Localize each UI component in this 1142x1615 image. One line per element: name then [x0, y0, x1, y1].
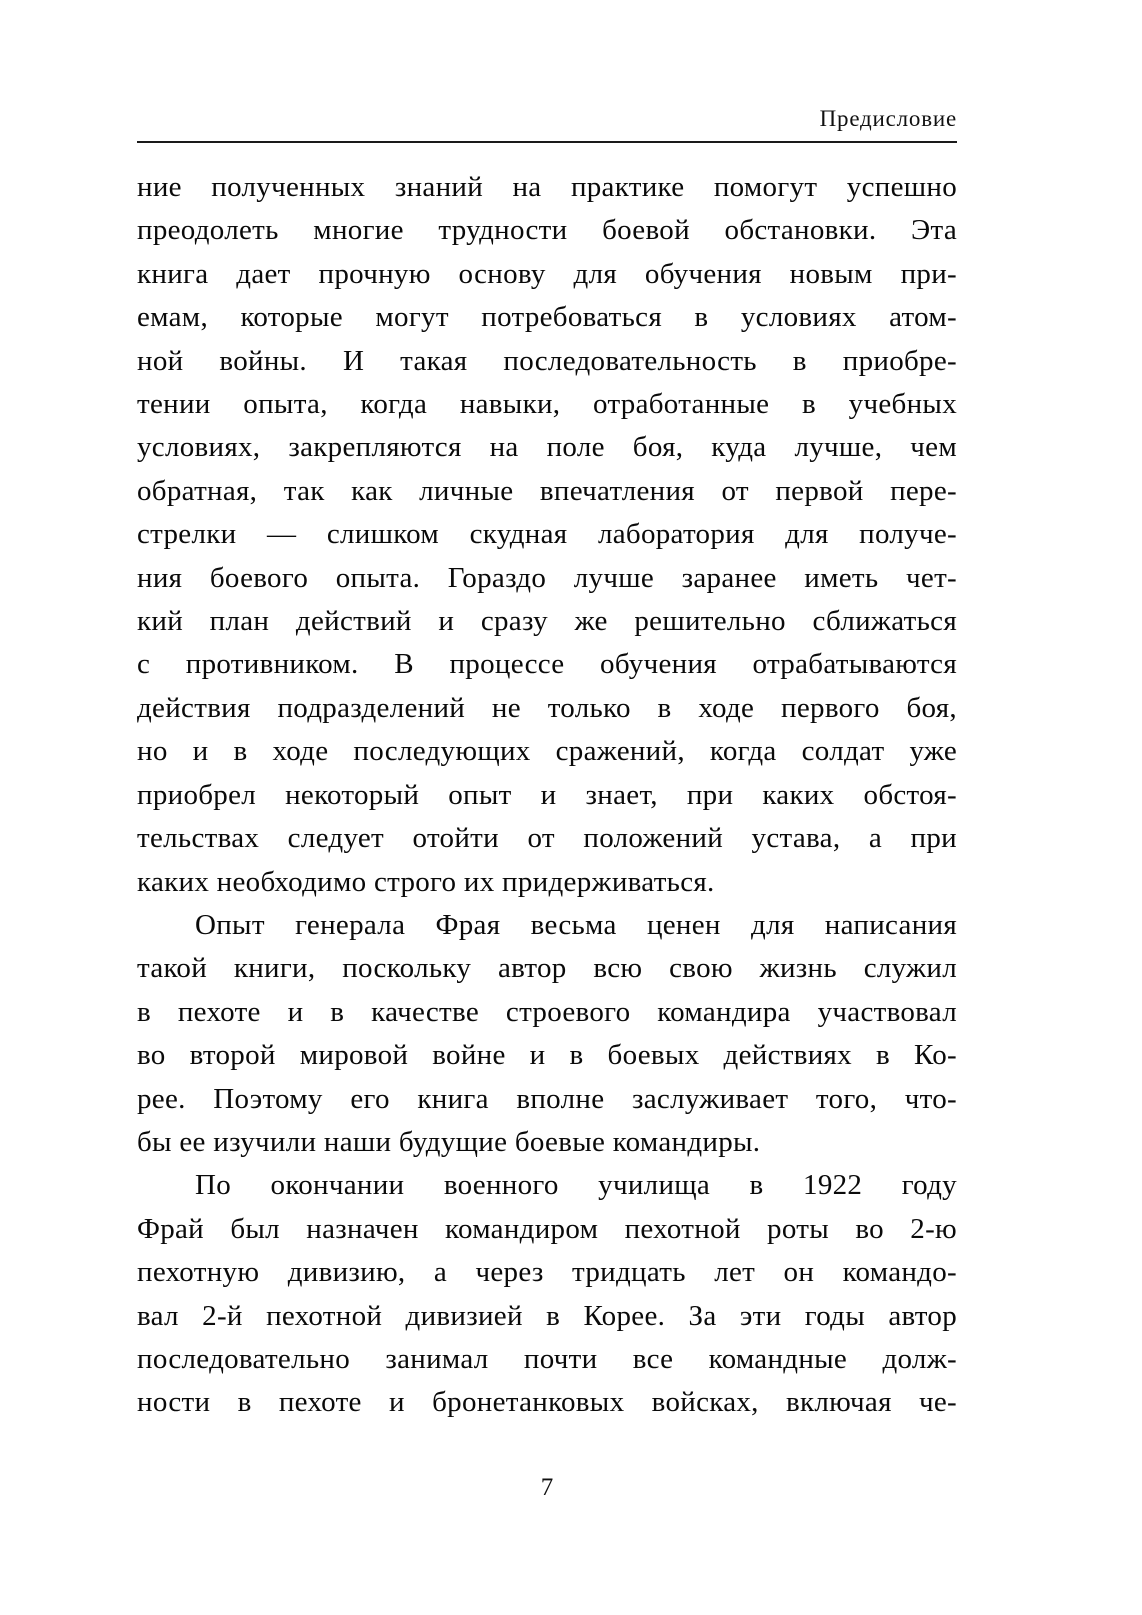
text-line: с противником. В процессе обучения отрабатываются [137, 648, 957, 681]
text-line: но и в ходе последующих сражений, когда солдат уже [137, 735, 957, 768]
text-line: каких необходимо строго их придерживаться. [137, 865, 715, 898]
text-line: обратная, так как личные впечатления от первой пере- [137, 474, 957, 507]
text-line: тельствах следует отойти от положений устава, а при [137, 822, 957, 855]
text-line: ние полученных знаний на практике помогут успешно [137, 171, 957, 203]
text-line: кий план действий и сразу же решительно сближаться [137, 605, 957, 638]
text-line: условиях, закрепляются на поле боя, куда лучше, чем [137, 431, 957, 464]
text-line: стрелки — слишком скудная лаборатория для получе- [137, 518, 957, 551]
paragraph [137, 1164, 957, 1424]
text-line: приобрел некоторый опыт и знает, при каких обстоя- [137, 778, 957, 811]
text-line: последовательно занимал почти все командные долж- [137, 1342, 957, 1375]
text-line: Фрай был назначен командиром пехотной роты во 2-ю [137, 1212, 957, 1245]
text-line: бы ее изучили наши будущие боевые командиры. [137, 1125, 761, 1158]
text-line: ности в пехоте и бронетанковых войсках, включая че- [137, 1386, 957, 1419]
text-line: ния боевого опыта. Гораздо лучше заранее иметь чет- [137, 561, 957, 594]
text-line: Опыт генерала Фрая весьма ценен для написания [195, 908, 957, 941]
text-line: преодолеть многие трудности боевой обстановки. Эта [137, 214, 957, 247]
paragraph [137, 904, 957, 1164]
header-rule [137, 141, 957, 143]
text-line: в пехоте и в качестве строевого командира участвовал [137, 995, 957, 1028]
text-line: По окончании военного училища в 1922 году [195, 1169, 957, 1202]
body-text [137, 166, 957, 1425]
running-header: Предисловие [819, 106, 957, 131]
paragraph [137, 166, 957, 904]
text-line: емам, которые могут потребоваться в условиях атом- [137, 301, 957, 334]
text-line: рее. Поэтому его книга вполне заслуживает того, что- [137, 1082, 957, 1115]
text-line: тении опыта, когда навыки, отработанные в учебных [137, 388, 957, 421]
text-line: пехотную дивизию, а через тридцать лет он командо- [137, 1256, 957, 1289]
text-line: во второй мировой войне и в боевых действиях в Ко- [137, 1039, 957, 1072]
text-line: действия подразделений не только в ходе первого боя, [137, 691, 957, 724]
text-line: вал 2-й пехотной дивизией в Корее. За эти годы автор [137, 1299, 957, 1332]
text-line: книга дает прочную основу для обучения новым при- [137, 257, 957, 290]
text-line: такой книги, поскольку автор всю свою жизнь служил [137, 952, 957, 985]
text-line: ной войны. И такая последовательность в приобре- [137, 344, 957, 377]
page-number: 7 [540, 1474, 554, 1501]
